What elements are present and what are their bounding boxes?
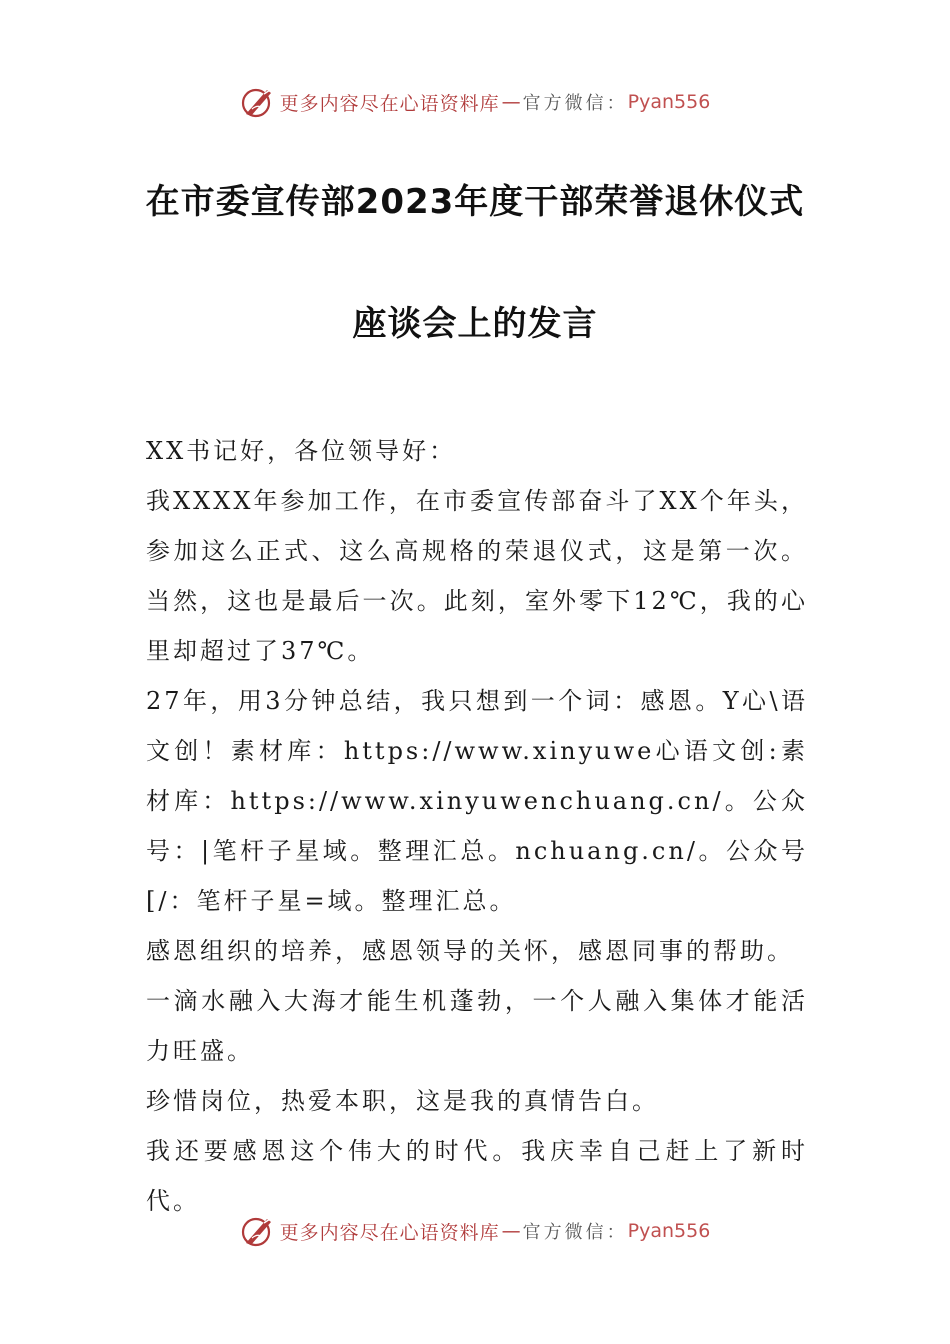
document-body [146, 426, 808, 1226]
body-paragraph: 一滴水融入大海才能生机蓬勃，一个人融入集体才能活力旺盛。 [146, 987, 808, 1065]
quill-pen-logo-icon [240, 84, 276, 120]
banner-wechat-label: 官方微信： [522, 93, 628, 114]
body-paragraph: 我还要感恩这个伟大的时代。我庆幸自己赶上了新时代。 [146, 1137, 808, 1215]
banner-brand-text: 更多内容尽在心语资料库 [279, 1221, 500, 1244]
header-watermark-banner [0, 82, 950, 122]
document-title-line-1: 在市委宣传部2023年度干部荣誉退休仪式 [145, 182, 805, 222]
banner-wechat-label: 官方微信： [522, 1222, 628, 1243]
body-paragraph: XX书记好，各位领导好： [146, 437, 457, 465]
body-paragraph: 珍惜岗位，热爱本职，这是我的真情告白。 [146, 1087, 659, 1115]
banner-wechat-id: Pyan556 [627, 91, 711, 113]
banner-brand-text: 更多内容尽在心语资料库 [279, 92, 500, 115]
banner-dash: — [501, 1220, 521, 1242]
banner-wechat-id: Pyan556 [627, 1220, 711, 1242]
footer-watermark-banner [0, 1211, 950, 1251]
quill-pen-logo-icon [240, 1213, 276, 1249]
body-paragraph: 感恩组织的培养，感恩领导的关怀，感恩同事的帮助。 [146, 937, 794, 965]
banner-dash: — [501, 91, 521, 113]
body-paragraph: 我XXXX年参加工作，在市委宣传部奋斗了XX个年头，参加这么正式、这么高规格的荣退仪式，这是第一次。当然，这也是最后一次。此刻，室外零下12℃，我的心里却超过了37℃。 [146, 487, 808, 665]
document-title-line-2: 座谈会上的发言 [352, 304, 598, 344]
body-paragraph: 27年，用3分钟总结，我只想到一个词：感恩。Y心\语文创！素材库：https://www.xinyuwe心语文创:素材库：https://www.xinyuwenchuang.cn/。公众号：|笔杆子星域。整理汇总。nchuang.cn/。公众号[/：笔杆子星=域。整理汇总。 [146, 687, 808, 915]
